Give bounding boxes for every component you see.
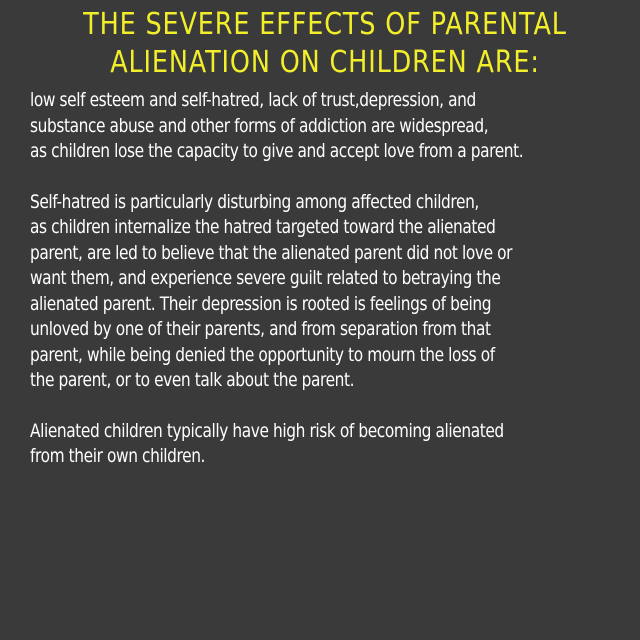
paragraph-effects: [30, 88, 629, 165]
text-line: from their own children.: [30, 445, 206, 467]
text-line: as children lose the capacity to give and accept love from a parent.: [30, 140, 524, 162]
text-line: parent, while being denied the opportunity to mourn the loss of: [30, 343, 495, 366]
text-line: Alienated children typically have high risk of becoming alienated: [30, 419, 504, 442]
text-line: unloved by one of their parents, and from separation from that: [30, 318, 491, 340]
paragraph-self-hatred: [30, 190, 629, 394]
text-line: parent, are led to believe that the alienated parent did not love or: [30, 241, 513, 264]
text-line: want them, and experience severe guilt related to betraying the: [30, 267, 501, 289]
text-line: the parent, or to even talk about the parent.: [30, 369, 355, 391]
body-text: [30, 88, 629, 470]
text-line: as children internalize the hatred targeted toward the alienated: [30, 216, 496, 238]
headline-line-1: THE SEVERE EFFECTS OF PARENTAL: [83, 7, 567, 42]
text-line: alienated parent. Their depression is rooted is feelings of being: [30, 292, 492, 315]
text-line: low self esteem and self-hatred, lack of trust,depression, and: [30, 89, 476, 111]
text-line: substance abuse and other forms of addiction are widespread,: [30, 114, 489, 137]
headline: [74, 6, 576, 82]
headline-line-2: ALIENATION ON CHILDREN ARE:: [110, 45, 540, 80]
paragraph-risk: [30, 419, 629, 470]
text-line: Self-hatred is particularly disturbing among affected children,: [30, 190, 479, 213]
